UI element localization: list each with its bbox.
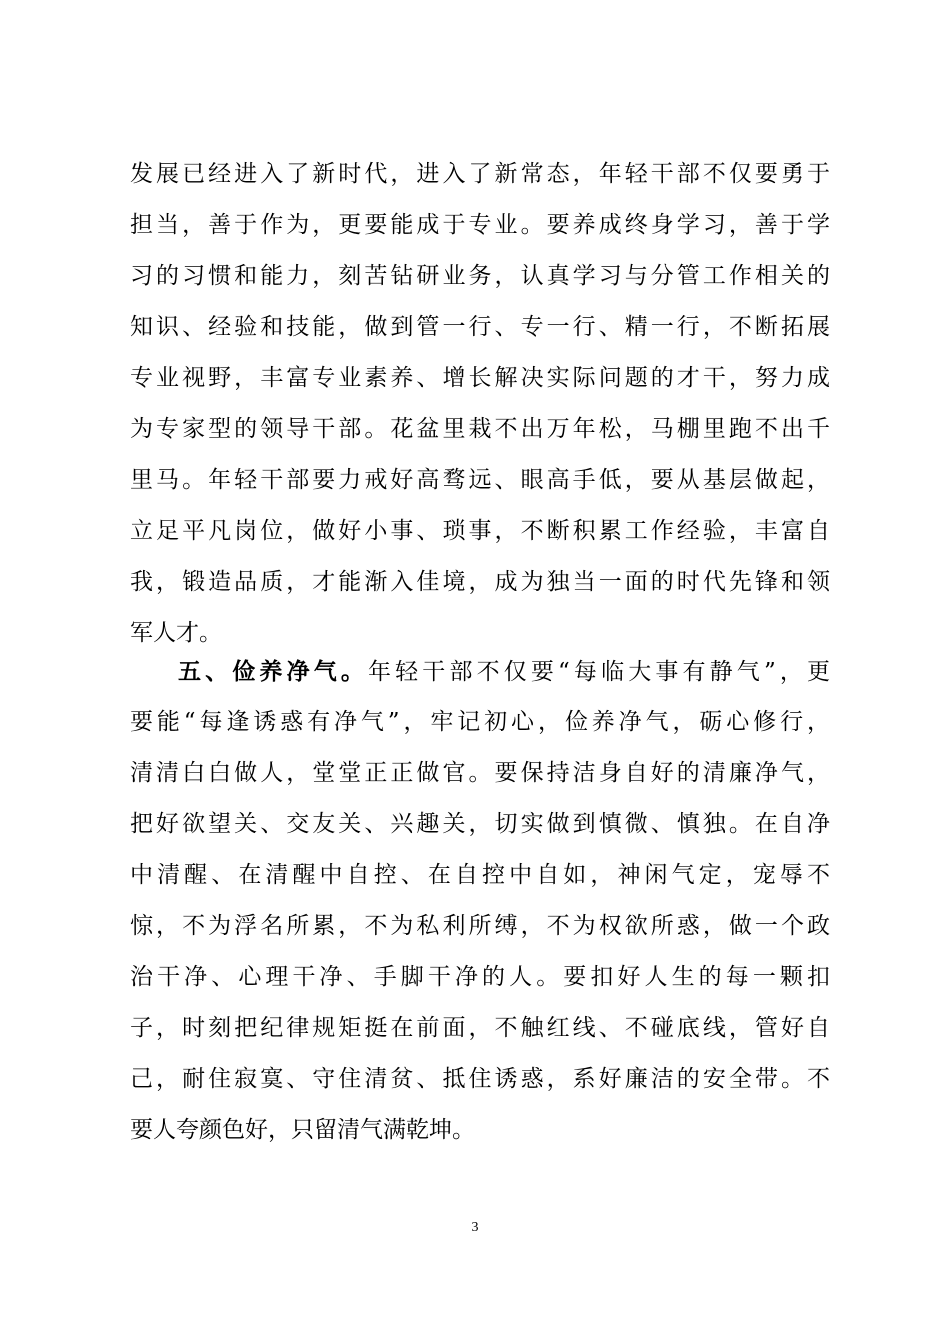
paragraph-line: 为专家型的领导干部。花盆里栽不出万年松，马棚里跑不出千 bbox=[130, 416, 830, 442]
paragraph-line: 惊，不为浮名所累，不为私利所缚，不为权欲所惑，做一个政 bbox=[130, 913, 830, 939]
paragraph-line: 治干净、心理干净、手脚干净的人。要扣好人生的每一颗扣 bbox=[130, 964, 830, 990]
paragraph-line: 担当，善于作为，更要能成于专业。要养成终身学习，善于学 bbox=[130, 212, 830, 238]
paragraph-line: 立足平凡岗位，做好小事、琐事，不断积累工作经验，丰富自 bbox=[130, 518, 830, 544]
paragraph-line: 要人夸颜色好，只留清气满乾坤。 bbox=[130, 1117, 475, 1143]
paragraph-line: 专业视野，丰富专业素养、增长解决实际问题的才干，努力成 bbox=[130, 365, 830, 391]
paragraph-line: 里马。年轻干部要力戒好高骛远、眼高手低，要从基层做起， bbox=[130, 467, 830, 493]
paragraph-line: 军人才。 bbox=[130, 620, 222, 646]
paragraph-line: 中清醒、在清醒中自控、在自控中自如，神闲气定，宠辱不 bbox=[130, 862, 830, 888]
section-heading: 五、俭养净气。 bbox=[178, 658, 369, 685]
paragraph-line: 把好欲望关、交友关、兴趣关，切实做到慎微、慎独。在自净 bbox=[130, 811, 830, 837]
paragraph-line: 知识、经验和技能，做到管一行、专一行、精一行，不断拓展 bbox=[130, 314, 830, 340]
paragraph-line: 习的习惯和能力，刻苦钻研业务，认真学习与分管工作相关的 bbox=[130, 263, 830, 289]
paragraph-line: 己，耐住寂寞、守住清贫、抵住诱惑，系好廉洁的安全带。不 bbox=[130, 1066, 830, 1092]
paragraph-line: 发展已经进入了新时代，进入了新常态，年轻干部不仅要勇于 bbox=[130, 161, 830, 187]
paragraph-2 bbox=[130, 646, 830, 1156]
paragraph-line: 清清白白做人，堂堂正正做官。要保持洁身自好的清廉净气， bbox=[130, 760, 830, 786]
paragraph-first-line bbox=[130, 646, 830, 697]
paragraph-1 bbox=[130, 149, 830, 659]
paragraph-line: 我，锻造品质，才能渐入佳境，成为独当一面的时代先锋和领 bbox=[130, 569, 830, 595]
page-number: 3 bbox=[471, 1220, 479, 1235]
paragraph-line-text: 年轻干部不仅要“每临大事有静气”，更 bbox=[368, 659, 830, 685]
paragraph-line: 要能“每逢诱惑有净气”，牢记初心，俭养净气，砺心修行， bbox=[130, 709, 830, 735]
paragraph-line: 子，时刻把纪律规矩挺在前面，不触红线、不碰底线，管好自 bbox=[130, 1015, 830, 1041]
